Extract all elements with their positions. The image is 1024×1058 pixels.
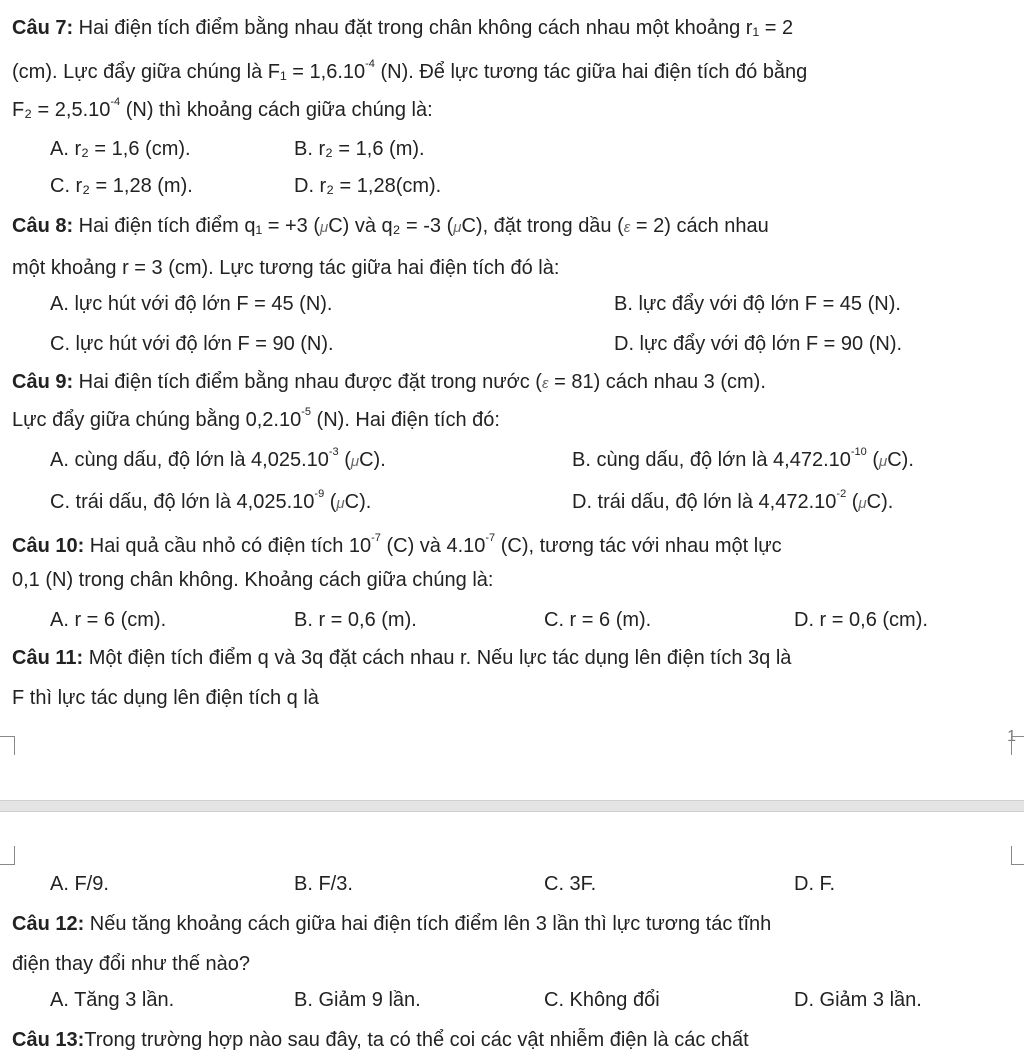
q9-label: Câu 9: xyxy=(12,371,74,393)
page-corner-mark xyxy=(0,846,15,865)
q12-line2: điện thay đổi như thế nào? xyxy=(12,953,251,975)
q11-option-d: D. F. xyxy=(794,873,836,895)
q9-option-b: B. cùng dấu, độ lớn là $4,472.10^{-10}$ (μC). xyxy=(572,446,914,471)
q10-option-c: C. r = 6 (m). xyxy=(544,609,652,631)
q9-line2: Lực đẩy giữa chúng bằng $0,2.10^{-5}$ (N). Hai điện tích đó: xyxy=(12,406,500,431)
q11-option-a: A. F/9. xyxy=(50,873,109,895)
q11-label: Câu 11: xyxy=(12,647,84,669)
q10-line2: 0,1 (N) trong chân không. Khoảng cách giữa chúng là: xyxy=(12,569,494,591)
page-number: 1 xyxy=(1007,728,1016,745)
q11-line1: Câu 11: Một điện tích điểm q và 3q đặt cách nhau r. Nếu lực tác dụng lên điện tích 3q là xyxy=(12,647,792,669)
q10-option-a: A. r = 6 (cm). xyxy=(50,609,167,631)
page-corner-mark xyxy=(0,736,15,755)
q9-option-d: D. trái dấu, độ lớn là $4,472.10^{-2}$ (μC). xyxy=(572,488,894,513)
q12-line1: Câu 12: Nếu tăng khoảng cách giữa hai điện tích điểm lên 3 lần thì lực tương tác tĩnh xyxy=(12,913,772,935)
page-corner-mark xyxy=(1011,736,1024,755)
q10-option-d: D. r = 0,6 (cm). xyxy=(794,609,928,631)
q7-option-a: A. r₂ = 1,6 (cm). xyxy=(50,138,191,160)
q12-option-d: D. Giảm 3 lần. xyxy=(794,989,922,1011)
q8-option-a: A. lực hút với độ lớn F = 45 (N). xyxy=(50,293,333,315)
q12-option-c: C. Không đổi xyxy=(544,989,660,1011)
q7-option-d: D. r₂ = 1,28(cm). xyxy=(294,175,442,197)
q12-option-a: A. Tăng 3 lần. xyxy=(50,989,175,1011)
q7-option-b: B. r₂ = 1,6 (m). xyxy=(294,138,425,160)
page-corner-mark xyxy=(1011,846,1024,865)
q11-line2: F thì lực tác dụng lên điện tích q là xyxy=(12,687,319,709)
q11-option-b: B. F/3. xyxy=(294,873,353,895)
q9-line1: Câu 9: Hai điện tích điểm bằng nhau được đặt trong nước (ε = 81) cách nhau 3 (cm). xyxy=(12,371,766,393)
q7-option-c: C. r₂ = 1,28 (m). xyxy=(50,175,193,197)
q8-option-c: C. lực hút với độ lớn F = 90 (N). xyxy=(50,333,334,355)
q7-line3: $F_2 = 2,5.10^{-4}$ (N) thì khoảng cách giữa chúng là: xyxy=(12,96,433,121)
q8-option-d: D. lực đẩy với độ lớn F = 90 (N). xyxy=(614,333,903,355)
q8-line1: Câu 8: Hai điện tích điểm q₁ = +3 (μC) và q₂ = -3 (μC), đặt trong dầu (ε = 2) cách nhau xyxy=(12,215,769,237)
q12-option-b: B. Giảm 9 lần. xyxy=(294,989,421,1011)
q12-label: Câu 12: xyxy=(12,913,85,935)
q9-option-c: C. trái dấu, độ lớn là $4,025.10^{-9}$ (μC). xyxy=(50,488,372,513)
q13-label: Câu 13: xyxy=(12,1029,85,1051)
q7-line2: (cm). Lực đẩy giữa chúng là $F_1 = 1,6.10^{-4}$ (N). Để lực tương tác giữa hai điện tích đó bằng xyxy=(12,58,808,83)
q13-line1: Câu 13:Trong trường hợp nào sau đây, ta có thể coi các vật nhiễm điện là các chất xyxy=(12,1029,749,1051)
q10-line1: Câu 10: Hai quả cầu nhỏ có điện tích $10^{-7}$ (C) và $4.10^{-7}$ (C), tương tác với nhau một lực xyxy=(12,532,782,557)
q8-line2: một khoảng r = 3 (cm). Lực tương tác giữa hai điện tích đó là: xyxy=(12,257,560,279)
q8-label: Câu 8: xyxy=(12,215,74,237)
q10-option-b: B. r = 0,6 (m). xyxy=(294,609,417,631)
q10-label: Câu 10: xyxy=(12,535,85,557)
q8-option-b: B. lực đẩy với độ lớn F = 45 (N). xyxy=(614,293,901,315)
page-separator xyxy=(0,800,1024,812)
q9-option-a: A. cùng dấu, độ lớn là $4,025.10^{-3}$ (μC). xyxy=(50,446,386,471)
q7-line1: Câu 7: Hai điện tích điểm bằng nhau đặt trong chân không cách nhau một khoảng r₁ = 2 xyxy=(12,17,794,39)
q11-option-c: C. 3F. xyxy=(544,873,597,895)
q7-label: Câu 7: xyxy=(12,17,74,39)
